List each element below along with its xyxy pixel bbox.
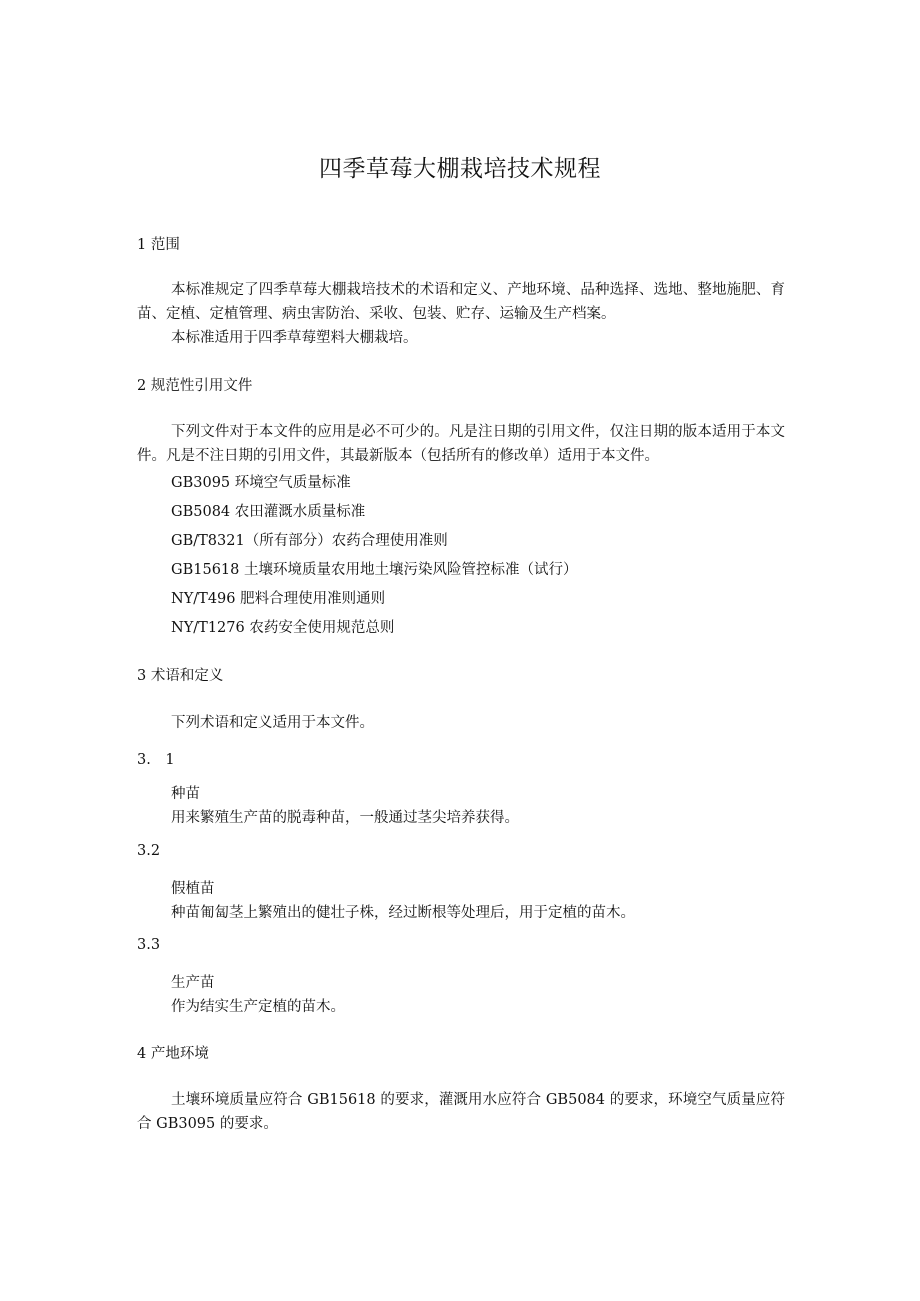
reference-item: GB5084 农田灌溉水质量标准 — [171, 504, 366, 520]
term-definition: 种苗匍匐茎上繁殖出的健壮子株，经过断根等处理后，用于定植的苗木。 — [171, 905, 635, 921]
term-definition: 用来繁殖生产苗的脱毒种苗，一般通过茎尖培养获得。 — [171, 810, 519, 826]
scope-paragraph-2: 本标准适用于四季草莓塑料大棚栽培。 — [171, 330, 418, 346]
section-heading-production-environment: 4 产地环境 — [137, 1046, 209, 1062]
term-name: 种苗 — [171, 786, 200, 802]
environment-paragraph: 土壤环境质量应符合 GB15618 的要求，灌溉用水应符合 GB5084 的要求，环境空气质量应符合 GB3095 的要求。 — [137, 1092, 785, 1132]
term-name: 生产苗 — [171, 975, 215, 991]
term-number: 3.3 — [137, 937, 161, 953]
scope-paragraph-1: 本标准规定了四季草莓大棚栽培技术的术语和定义、产地环境、品种选择、选地、整地施肥、育苗、定植、定植管理、病虫害防治、采收、包装、贮存、运输及生产档案。 — [137, 282, 785, 322]
term-definition: 作为结实生产定植的苗木。 — [171, 999, 345, 1015]
reference-item: GB/T8321（所有部分）农药合理使用准则 — [171, 533, 448, 549]
terms-intro: 下列术语和定义适用于本文件。 — [171, 715, 374, 731]
section-heading-terms-definitions: 3 术语和定义 — [137, 668, 224, 684]
term-number: 3. 1 — [137, 752, 175, 768]
term-number: 3.2 — [137, 843, 161, 859]
document-title: 四季草莓大棚栽培技术规程 — [319, 156, 601, 182]
reference-item: NY/T1276 农药安全使用规范总则 — [171, 620, 395, 636]
section-heading-scope: 1 范围 — [137, 237, 180, 253]
reference-item: NY/T496 肥料合理使用准则通则 — [171, 591, 386, 607]
term-name: 假植苗 — [171, 881, 215, 897]
reference-item: GB3095 环境空气质量标准 — [171, 475, 351, 491]
section-heading-normative-references: 2 规范性引用文件 — [137, 378, 253, 394]
reference-item: GB15618 土壤环境质量农用地土壤污染风险管控标准（试行） — [171, 562, 578, 578]
references-intro-paragraph: 下列文件对于本文件的应用是必不可少的。凡是注日期的引用文件，仅注日期的版本适用于本文件。凡是不注日期的引用文件，其最新版本（包括所有的修改单）适用于本文件。 — [137, 424, 785, 464]
